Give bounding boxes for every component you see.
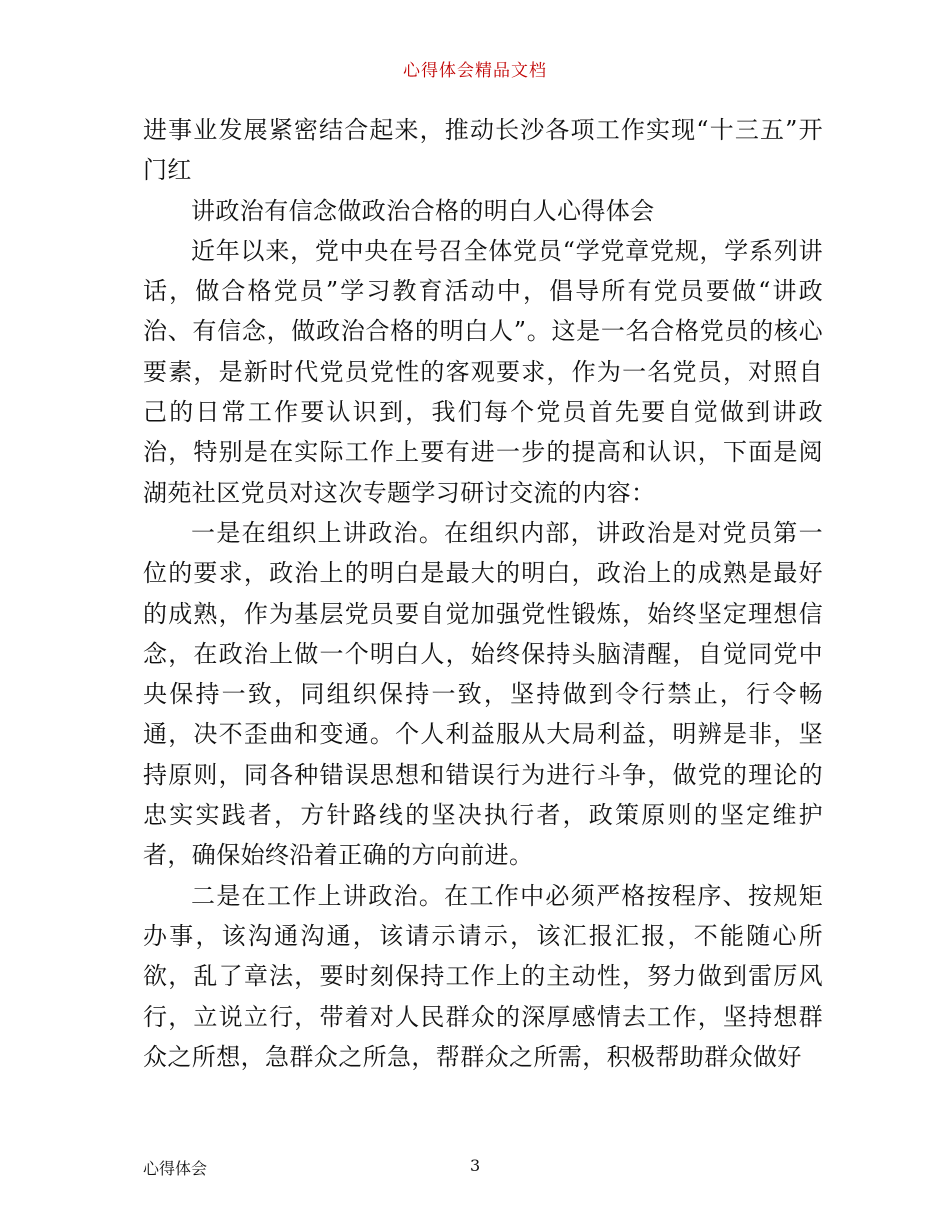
document-title: 讲政治有信念做政治合格的明白人心得体会 bbox=[191, 196, 655, 225]
footer-label: 心得体会 bbox=[143, 1159, 208, 1178]
continuation-paragraph: 进事业发展紧密结合起来，推动长沙各项工作实现“十三五”开门红 bbox=[143, 116, 823, 185]
paragraph-organization: 一是在组织上讲政治。在组织内部，讲政治是对党员第一位的要求，政治上的明白是最大的明白，政治上的成熟是最好的成熟，作为基层党员要自觉加强党性锻炼，始终坚定理想信念，在政治上做一个明白人，始终保持头脑清醒，自觉同党中央保持一致，同组织保持一致，坚持做到令行禁止，行令畅通，决不歪曲和变通。个人利益服从大局利益，明辨是非，坚持原则，同各种错误思想和错误行为进行斗争，做党的理论的忠实实践者，方针路线的坚决执行者，政策原则的坚定维护者，确保始终沿着正确的方向前进。 bbox=[143, 518, 823, 870]
paragraph-intro: 近年以来，党中央在号召全体党员“学党章党规，学系列讲话，做合格党员”学习教育活动中，倡导所有党员要做“讲政治、有信念，做政治合格的明白人”。这是一名合格党员的核心要素，是新时代党员党性的客观要求，作为一名党员，对照自己的日常工作要认识到，我们每个党员首先要自觉做到讲政治，特别是在实际工作上要有进一步的提高和认识，下面是阅湖苑社区党员对这次专题学习研讨交流的内容： bbox=[143, 236, 823, 507]
page-header-title: 心得体会精品文档 bbox=[403, 61, 547, 81]
document-body bbox=[143, 110, 823, 1077]
page-number: 3 bbox=[470, 1156, 481, 1175]
paragraph-work: 二是在工作上讲政治。在工作中必须严格按程序、按规矩办事，该沟通沟通，该请示请示，该汇报汇报，不能随心所欲，乱了章法，要时刻保持工作上的主动性，努力做到雷厉风行，立说立行，带着对人民群众的深厚感情去工作，坚持想群众之所想，急群众之所急，帮群众之所需，积极帮助群众做好 bbox=[143, 881, 823, 1071]
